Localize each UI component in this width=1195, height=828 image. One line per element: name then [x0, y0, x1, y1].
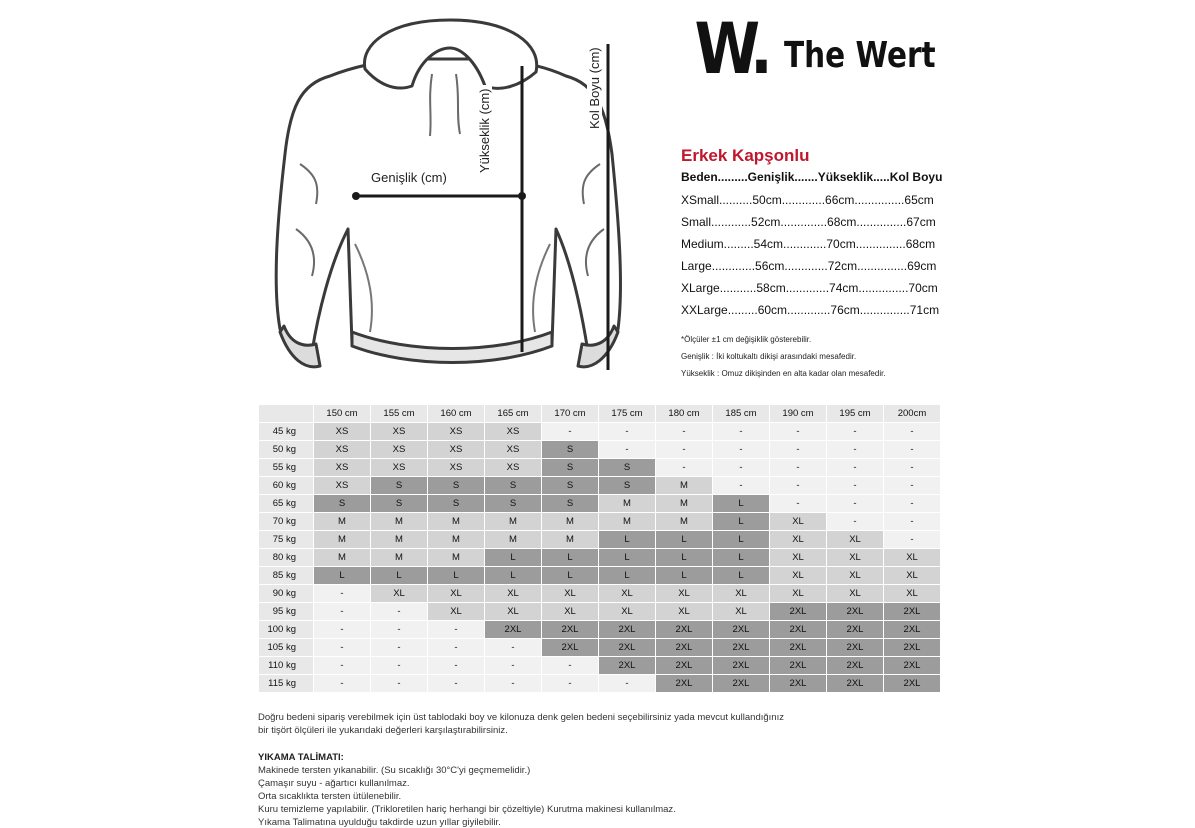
size-cell: - [656, 459, 712, 476]
weight-row-header: 70 kg [259, 513, 313, 530]
washing-line: Orta sıcaklıkta tersten ütülenebilir. [258, 791, 402, 802]
size-cell: L [542, 567, 598, 584]
size-cell: L [485, 567, 541, 584]
size-cell: XS [371, 459, 427, 476]
size-cell: - [884, 477, 940, 494]
height-column-header: 170 cm [542, 405, 598, 422]
size-cell: 2XL [770, 621, 826, 638]
washing-title: YIKAMA TALİMATI: [258, 752, 344, 763]
size-cell: S [371, 477, 427, 494]
size-cell: M [542, 513, 598, 530]
size-cell: M [371, 549, 427, 566]
size-cell: XL [599, 603, 655, 620]
size-cell: 2XL [827, 639, 883, 656]
size-cell: 2XL [827, 675, 883, 692]
size-cell: XS [485, 459, 541, 476]
weight-row-header: 105 kg [259, 639, 313, 656]
size-cell: 2XL [884, 657, 940, 674]
size-cell: - [713, 423, 769, 440]
size-cell: XL [371, 585, 427, 602]
size-cell: L [485, 549, 541, 566]
size-cell: XL [770, 549, 826, 566]
size-cell: 2XL [599, 657, 655, 674]
weight-row-header: 90 kg [259, 585, 313, 602]
size-cell: - [884, 495, 940, 512]
size-cell: 2XL [599, 639, 655, 656]
size-cell: XS [314, 441, 370, 458]
size-cell: XS [428, 423, 484, 440]
size-cell: L [314, 567, 370, 584]
size-cell: - [884, 441, 940, 458]
size-note: *Ölçüler ±1 cm değişiklik gösterebilir. [681, 335, 812, 344]
size-cell: 2XL [713, 675, 769, 692]
size-cell: XL [827, 531, 883, 548]
grid-row [259, 621, 940, 638]
height-column-header: 195 cm [827, 405, 883, 422]
weight-row-header: 50 kg [259, 441, 313, 458]
weight-row-header: 45 kg [259, 423, 313, 440]
size-cell: - [428, 675, 484, 692]
grid-row [259, 513, 940, 530]
size-cell: - [428, 621, 484, 638]
size-cell: XL [542, 585, 598, 602]
size-cell: XL [770, 585, 826, 602]
grid-row [259, 495, 940, 512]
size-cell: 2XL [827, 657, 883, 674]
width-label: Genişlik (cm) [371, 170, 447, 185]
size-cell: XL [599, 585, 655, 602]
size-cell: - [599, 441, 655, 458]
size-cell: - [827, 495, 883, 512]
size-cell: XL [713, 603, 769, 620]
weight-row-header: 85 kg [259, 567, 313, 584]
size-cell: - [485, 675, 541, 692]
size-cell: XL [884, 549, 940, 566]
washing-line: Çamaşır suyu - ağartıcı kullanılmaz. [258, 778, 410, 789]
size-cell: L [713, 549, 769, 566]
size-cell: L [371, 567, 427, 584]
size-row: XXLarge.........60cm.............76cm...............71cm [681, 303, 940, 317]
size-cell: 2XL [827, 621, 883, 638]
size-cell: L [656, 549, 712, 566]
size-cell: XS [314, 477, 370, 494]
size-cell: 2XL [713, 621, 769, 638]
size-cell: - [314, 639, 370, 656]
size-row: Small............52cm..............68cm...............67cm [681, 215, 936, 229]
size-cell: XL [542, 603, 598, 620]
size-cell: 2XL [485, 621, 541, 638]
weight-row-header: 65 kg [259, 495, 313, 512]
logo-mark: W. [694, 8, 768, 90]
size-cell: - [827, 423, 883, 440]
size-row: XLarge...........58cm.............74cm...............70cm [681, 281, 938, 295]
height-label: Yükseklik (cm) [477, 85, 492, 176]
size-cell: S [599, 477, 655, 494]
size-note: Genişlik : İki koltukaltı dikişi arasındaki mesafedir. [681, 352, 857, 361]
size-cell: - [314, 621, 370, 638]
washing-line: Yıkama Talimatına uyulduğu takdirde uzun yıllar giyilebilir. [258, 817, 501, 828]
size-cell: XS [314, 423, 370, 440]
weight-row-header: 60 kg [259, 477, 313, 494]
size-cell: L [599, 531, 655, 548]
size-cell: XS [371, 423, 427, 440]
size-cell: M [485, 531, 541, 548]
size-cell: XL [656, 585, 712, 602]
weight-row-header: 110 kg [259, 657, 313, 674]
size-chart-title: Erkek Kapşonlu [681, 146, 810, 165]
size-cell: S [485, 477, 541, 494]
size-cell: 2XL [770, 639, 826, 656]
grid-row [259, 657, 940, 674]
size-cell: XL [428, 603, 484, 620]
size-cell: S [314, 495, 370, 512]
sleeve-label: Kol Boyu (cm) [587, 44, 602, 132]
height-column-header: 200cm [884, 405, 940, 422]
size-cell: - [713, 477, 769, 494]
size-cell: 2XL [884, 603, 940, 620]
size-cell: XS [314, 459, 370, 476]
size-cell: XL [428, 585, 484, 602]
brand-logo [688, 8, 969, 90]
size-cell: S [599, 459, 655, 476]
size-cell: - [770, 495, 826, 512]
size-cell: L [713, 495, 769, 512]
grid-row [259, 531, 940, 548]
size-cell: L [542, 549, 598, 566]
size-chart-header: Beden.........Genişlik.......Yükseklik.....Kol Boyu [681, 170, 943, 184]
size-cell: - [371, 621, 427, 638]
size-cell: - [656, 441, 712, 458]
size-cell: XS [371, 441, 427, 458]
size-cell: - [884, 423, 940, 440]
size-cell: - [713, 441, 769, 458]
size-cell: M [314, 513, 370, 530]
size-cell: M [599, 513, 655, 530]
height-column-header: 180 cm [656, 405, 712, 422]
size-cell: - [770, 423, 826, 440]
size-cell: 2XL [884, 639, 940, 656]
grid-row [259, 423, 940, 440]
size-cell: L [656, 531, 712, 548]
weight-row-header: 115 kg [259, 675, 313, 692]
grid-header-row [259, 405, 940, 422]
size-cell: - [371, 675, 427, 692]
size-cell: S [542, 459, 598, 476]
size-cell: - [827, 513, 883, 530]
size-cell: M [485, 513, 541, 530]
size-cell: - [314, 675, 370, 692]
size-cell: M [314, 531, 370, 548]
height-column-header: 175 cm [599, 405, 655, 422]
weight-row-header: 80 kg [259, 549, 313, 566]
size-cell: S [542, 477, 598, 494]
size-row: XSmall..........50cm.............66cm...............65cm [681, 193, 934, 207]
size-cell: XL [485, 585, 541, 602]
washing-line: Makinede tersten yıkanabilir. (Su sıcaklığı 30°C'yi geçmemelidir.) [258, 765, 531, 776]
size-cell: M [656, 495, 712, 512]
weight-row-header: 100 kg [259, 621, 313, 638]
grid-row [259, 639, 940, 656]
size-cell: 2XL [770, 603, 826, 620]
size-cell: - [770, 477, 826, 494]
size-cell: - [827, 441, 883, 458]
size-cell: M [428, 531, 484, 548]
washing-line: Kuru temizleme yapılabilir. (Trikloretilen hariç herhangi bir çözeltiyle) Kurutma makinesi kullanılmaz. [258, 804, 676, 815]
size-cell: - [485, 657, 541, 674]
size-row: Medium.........54cm.............70cm...............68cm [681, 237, 936, 251]
grid-row [259, 675, 940, 692]
size-cell: L [713, 567, 769, 584]
grid-row [259, 549, 940, 566]
size-cell: S [485, 495, 541, 512]
size-cell: 2XL [770, 657, 826, 674]
size-cell: - [884, 459, 940, 476]
grid-body [259, 423, 940, 692]
size-cell: XL [770, 531, 826, 548]
size-cell: XS [485, 423, 541, 440]
size-cell: M [656, 513, 712, 530]
size-cell: L [713, 513, 769, 530]
size-cell: 2XL [713, 657, 769, 674]
size-cell: - [884, 531, 940, 548]
size-cell: L [599, 549, 655, 566]
size-cell: - [599, 423, 655, 440]
grid-row [259, 603, 940, 620]
size-cell: - [314, 585, 370, 602]
weight-row-header: 55 kg [259, 459, 313, 476]
size-note: Yükseklik : Omuz dikişinden en alta kadar olan mesafedir. [681, 369, 886, 378]
size-cell: M [428, 513, 484, 530]
size-cell: S [542, 441, 598, 458]
size-cell: XL [770, 567, 826, 584]
size-cell: M [371, 531, 427, 548]
size-cell: - [371, 603, 427, 620]
size-cell: - [827, 477, 883, 494]
size-cell: XL [884, 585, 940, 602]
size-cell: - [314, 603, 370, 620]
height-column-header: 150 cm [314, 405, 370, 422]
instruction-line: bir tişört ölçüleri ile yukarıdaki değerleri karşılaştırabilirsiniz. [258, 725, 508, 736]
size-cell: XL [827, 585, 883, 602]
size-cell: XL [485, 603, 541, 620]
size-cell: - [713, 459, 769, 476]
size-cell: 2XL [827, 603, 883, 620]
size-cell: - [884, 513, 940, 530]
size-cell: S [371, 495, 427, 512]
grid-row [259, 585, 940, 602]
size-cell: XS [485, 441, 541, 458]
grid-row [259, 441, 940, 458]
size-recommendation-grid [258, 404, 941, 693]
size-cell: XS [428, 441, 484, 458]
size-cell: 2XL [656, 675, 712, 692]
size-cell: M [428, 549, 484, 566]
size-cell: 2XL [542, 621, 598, 638]
size-cell: L [428, 567, 484, 584]
size-cell: 2XL [713, 639, 769, 656]
size-cell: - [770, 441, 826, 458]
size-cell: M [371, 513, 427, 530]
size-cell: - [428, 657, 484, 674]
size-cell: L [599, 567, 655, 584]
size-cell: 2XL [656, 657, 712, 674]
size-cell: - [542, 657, 598, 674]
size-cell: S [428, 477, 484, 494]
size-cell: XL [770, 513, 826, 530]
height-column-header: 160 cm [428, 405, 484, 422]
size-cell: 2XL [542, 639, 598, 656]
weight-row-header: 75 kg [259, 531, 313, 548]
size-cell: XL [827, 567, 883, 584]
size-cell: M [542, 531, 598, 548]
size-cell: XL [713, 585, 769, 602]
size-cell: S [428, 495, 484, 512]
size-cell: 2XL [770, 675, 826, 692]
size-cell: 2XL [884, 675, 940, 692]
size-cell: - [542, 675, 598, 692]
size-cell: 2XL [884, 621, 940, 638]
height-column-header: 155 cm [371, 405, 427, 422]
weight-row-header: 95 kg [259, 603, 313, 620]
size-cell: L [713, 531, 769, 548]
size-cell: M [599, 495, 655, 512]
size-cell: - [428, 639, 484, 656]
size-cell: - [485, 639, 541, 656]
grid-row [259, 477, 940, 494]
size-cell: 2XL [599, 621, 655, 638]
size-cell: - [371, 657, 427, 674]
size-cell: - [542, 423, 598, 440]
size-cell: - [599, 675, 655, 692]
size-cell: - [371, 639, 427, 656]
hoodie-drawing [260, 14, 630, 384]
size-cell: - [827, 459, 883, 476]
instruction-line: Doğru bedeni sipariş verebilmek için üst tablodaki boy ve kilonuza denk gelen bedeni seçebilirsiniz yada mevcut kullandığınız [258, 712, 784, 723]
grid-corner [259, 405, 313, 422]
height-column-header: 190 cm [770, 405, 826, 422]
size-row: Large.............56cm.............72cm...............69cm [681, 259, 937, 273]
size-cell: - [314, 657, 370, 674]
logo-text: The Wert [784, 35, 936, 76]
size-cell: L [656, 567, 712, 584]
height-column-header: 185 cm [713, 405, 769, 422]
size-cell: 2XL [656, 639, 712, 656]
grid-row [259, 567, 940, 584]
size-cell: XL [884, 567, 940, 584]
size-cell: M [314, 549, 370, 566]
size-cell: M [656, 477, 712, 494]
size-cell: - [656, 423, 712, 440]
size-cell: XL [827, 549, 883, 566]
size-cell: XL [656, 603, 712, 620]
height-column-header: 165 cm [485, 405, 541, 422]
grid-header [259, 405, 940, 422]
size-cell: - [770, 459, 826, 476]
grid-row [259, 459, 940, 476]
size-cell: XS [428, 459, 484, 476]
hoodie-illustration [260, 14, 630, 384]
size-cell: S [542, 495, 598, 512]
size-cell: 2XL [656, 621, 712, 638]
